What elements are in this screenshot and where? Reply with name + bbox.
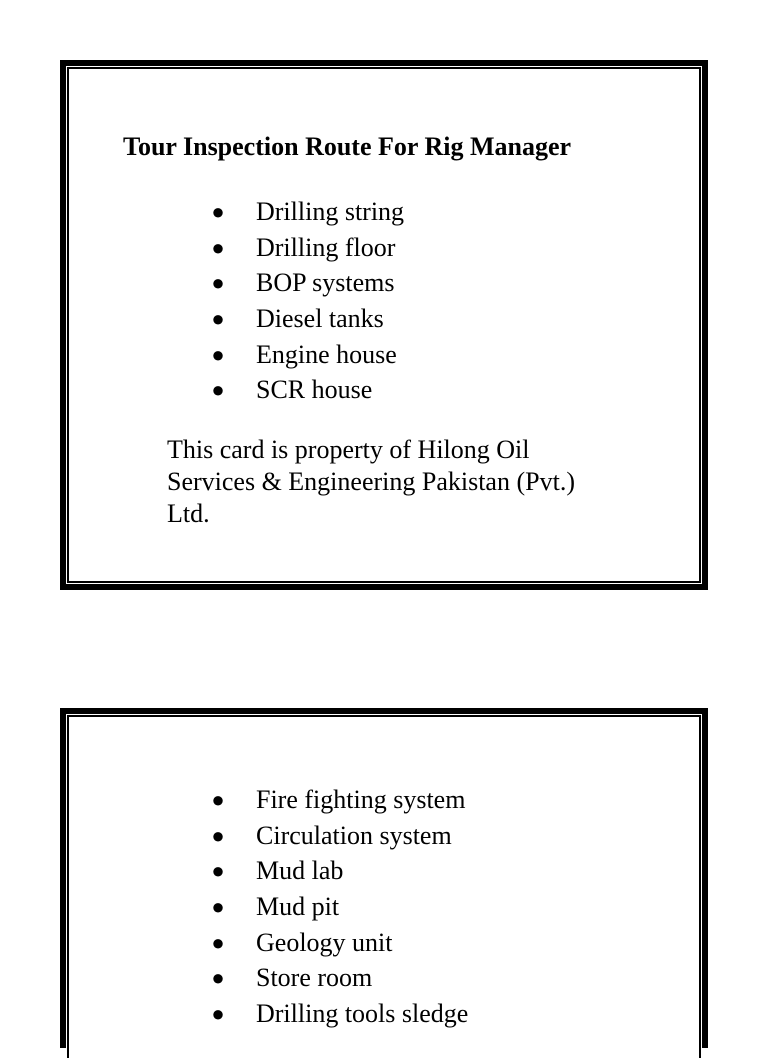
list-item <box>211 372 404 408</box>
list-item-label: Mud pit <box>256 892 340 922</box>
inspection-card-2 <box>60 708 708 1048</box>
list-item <box>211 925 468 961</box>
bullet-icon: ● <box>211 306 225 332</box>
list-item-label: Drilling tools sledge <box>256 999 469 1029</box>
list-item-label: Mud lab <box>256 856 344 886</box>
list-item <box>211 782 468 818</box>
bullet-icon: ● <box>211 894 225 920</box>
list-item <box>211 960 468 996</box>
bullet-icon: ● <box>211 341 225 367</box>
list-item-label: Drilling floor <box>256 232 396 262</box>
property-note: This card is property of Hilong Oil Services & Engineering Pakistan (Pvt.) Ltd. <box>167 435 575 528</box>
bullet-icon: ● <box>211 822 225 848</box>
inspection-route-list <box>211 194 404 408</box>
list-item-label: Engine house <box>256 339 397 369</box>
list-item <box>211 818 468 854</box>
list-item <box>211 230 404 266</box>
bullet-icon: ● <box>211 377 225 403</box>
list-item-label: Geology unit <box>256 927 393 957</box>
bullet-icon: ● <box>211 787 225 812</box>
list-item-label: Diesel tanks <box>256 304 384 334</box>
list-item <box>211 337 404 373</box>
list-item-label: Drilling string <box>256 197 405 226</box>
bullet-icon: ● <box>211 929 225 955</box>
list-item-label: BOP systems <box>256 268 395 298</box>
list-item <box>211 265 404 301</box>
card-title: Tour Inspection Route For Rig Manager <box>123 132 572 161</box>
inspection-card-1 <box>60 60 708 590</box>
bullet-icon: ● <box>211 270 225 296</box>
list-item <box>211 996 468 1032</box>
list-item-label: SCR house <box>256 375 373 405</box>
inspection-route-list <box>211 782 468 1032</box>
bullet-icon: ● <box>211 965 225 991</box>
list-item <box>211 889 468 925</box>
bullet-icon: ● <box>211 234 225 260</box>
list-item-label: Circulation system <box>256 820 452 850</box>
bullet-icon: ● <box>211 858 225 884</box>
bullet-icon: ● <box>211 199 225 224</box>
list-item <box>211 194 404 230</box>
list-item <box>211 853 468 889</box>
list-item-label: Store room <box>256 963 373 993</box>
list-item <box>211 301 404 337</box>
list-item-label: Fire fighting system <box>256 785 466 814</box>
bullet-icon: ● <box>211 1001 225 1027</box>
